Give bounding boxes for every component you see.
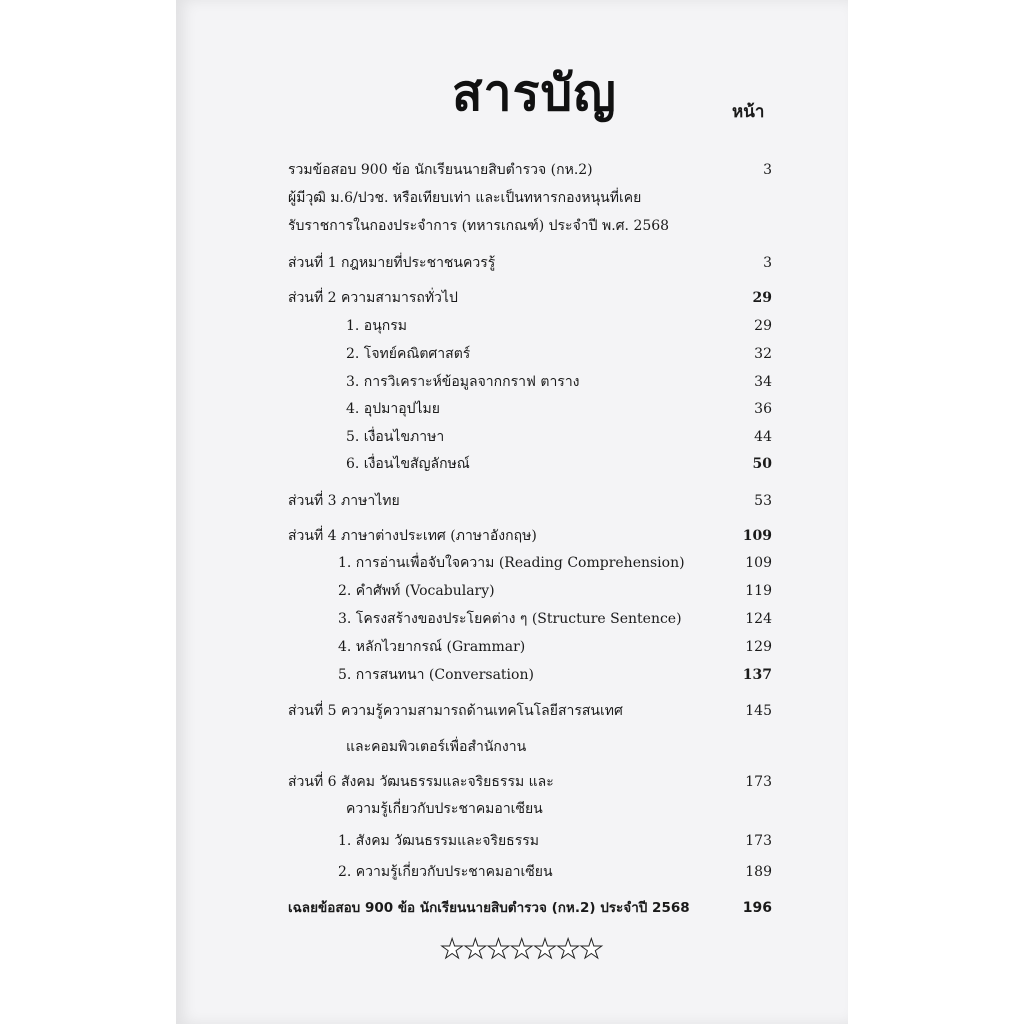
toc-label: 1. สังคม วัฒนธรรมและจริยธรรม [338, 833, 539, 849]
toc-entry [0, 250, 1024, 276]
toc-label: 4. หลักไวยากรณ์ (Grammar) [338, 639, 526, 655]
toc-page: 129 [745, 639, 772, 655]
toc-entry [0, 369, 1024, 395]
toc-label: ส่วนที่ 3 ภาษาไทย [288, 493, 400, 509]
toc-entry [0, 396, 1024, 422]
toc-label: 3. การวิเคราะห์ข้อมูลจากกราฟ ตาราง [346, 374, 580, 390]
toc-entry [0, 796, 1024, 822]
toc-label: 1. อนุกรม [346, 318, 408, 334]
toc-page: 196 [742, 900, 772, 916]
toc-entry [0, 578, 1024, 604]
toc-page: 36 [754, 401, 772, 417]
toc-entry [0, 213, 1024, 239]
toc-label: เฉลยข้อสอบ 900 ข้อ นักเรียนนายสิบตำรวจ (กห.2) ประจำปี 2568 [288, 900, 690, 916]
toc-label: 6. เงื่อนไขสัญลักษณ์ [346, 456, 470, 472]
toc-page: 137 [742, 667, 772, 683]
page-title: สารบัญ [452, 64, 617, 122]
toc-entry [0, 895, 1024, 921]
toc-label: รับราชการในกองประจำการ (ทหารเกณฑ์) ประจำปี พ.ศ. 2568 [288, 218, 670, 234]
toc-entry [0, 698, 1024, 724]
toc-label: 2. ความรู้เกี่ยวกับประชาคมอาเซียน [338, 864, 553, 880]
toc-page: 145 [745, 703, 772, 719]
toc-entry [0, 488, 1024, 514]
toc-page: 109 [745, 555, 772, 571]
toc-page: 109 [742, 528, 772, 544]
toc-page: 173 [745, 774, 772, 790]
toc-entry [0, 523, 1024, 549]
toc-entry [0, 769, 1024, 795]
toc-label: 5. เงื่อนไขภาษา [346, 429, 445, 445]
toc-label: ผู้มีวุฒิ ม.6/ปวช. หรือเทียบเท่า และเป็นทหารกองหนุนที่เคย [288, 190, 642, 206]
toc-label: รวมข้อสอบ 900 ข้อ นักเรียนนายสิบตำรวจ (กห.2) [288, 162, 593, 178]
toc-label: 1. การอ่านเพื่อจับใจความ (Reading Comprehension) [338, 555, 685, 571]
toc-entry [0, 859, 1024, 885]
toc-entry [0, 828, 1024, 854]
toc-page: 189 [745, 864, 772, 880]
toc-page: 124 [745, 611, 772, 627]
toc-entry [0, 662, 1024, 688]
toc-entry [0, 313, 1024, 339]
toc-entry [0, 185, 1024, 211]
toc-label: ความรู้เกี่ยวกับประชาคมอาเซียน [346, 801, 543, 817]
page-column-header: หน้า [732, 102, 765, 122]
toc-page: 3 [763, 255, 772, 271]
toc-page: 29 [754, 318, 772, 334]
toc-label: ส่วนที่ 4 ภาษาต่างประเทศ (ภาษาอังกฤษ) [288, 528, 537, 544]
toc-entry [0, 634, 1024, 660]
toc-label: ส่วนที่ 6 สังคม วัฒนธรรมและจริยธรรม และ [288, 774, 554, 790]
toc-entry [0, 734, 1024, 760]
toc-entry [0, 157, 1024, 183]
toc-page: 173 [745, 833, 772, 849]
toc-page: 34 [754, 374, 772, 390]
toc-label: 3. โครงสร้างของประโยคต่าง ๆ (Structure Sentence) [338, 611, 682, 627]
toc-page: 50 [752, 456, 772, 472]
toc-label: ส่วนที่ 5 ความรู้ความสามารถด้านเทคโนโลยีสารสนเทศ [288, 703, 623, 719]
toc-label: 4. อุปมาอุปไมย [346, 401, 440, 417]
toc-page: 32 [754, 346, 772, 362]
toc-page: 119 [745, 583, 772, 599]
toc-entry [0, 550, 1024, 576]
toc-entry [0, 424, 1024, 450]
toc-entry [0, 451, 1024, 477]
toc-label: 2. คำศัพท์ (Vocabulary) [338, 583, 495, 599]
toc-label: และคอมพิวเตอร์เพื่อสำนักงาน [346, 739, 527, 755]
toc-label: ส่วนที่ 1 กฎหมายที่ประชาชนควรรู้ [288, 255, 496, 271]
toc-entry [0, 606, 1024, 632]
toc-entry [0, 285, 1024, 311]
toc-label: 5. การสนทนา (Conversation) [338, 667, 534, 683]
toc-label: 2. โจทย์คณิตศาสตร์ [346, 346, 471, 362]
toc-page: 44 [754, 429, 772, 445]
toc-label: ส่วนที่ 2 ความสามารถทั่วไป [288, 290, 458, 306]
toc-page: 3 [763, 162, 772, 178]
toc-page: 53 [754, 493, 772, 509]
toc-page: 29 [752, 290, 772, 306]
star-divider: ★★★★★★★ [440, 934, 603, 965]
toc-entry [0, 341, 1024, 367]
